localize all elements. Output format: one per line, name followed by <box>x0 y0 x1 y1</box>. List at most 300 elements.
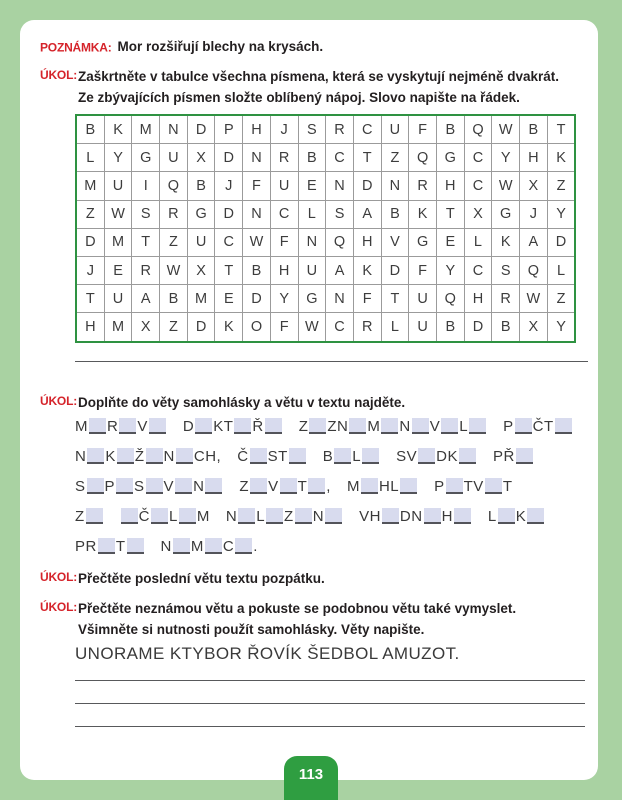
grid-letter-cell: M <box>187 285 215 313</box>
grid-letter-cell: T <box>215 256 243 284</box>
fill-letters: N <box>160 538 172 555</box>
fill-word <box>503 418 573 435</box>
vowel-blank-box <box>362 448 379 464</box>
fill-letters: Č <box>237 448 249 465</box>
vowel-blank-box <box>238 508 255 524</box>
grid-letter-cell: B <box>243 256 271 284</box>
grid-letter-cell: D <box>215 200 243 228</box>
grid-letter-cell: S <box>298 115 326 144</box>
vowel-blank-box <box>117 448 134 464</box>
grid-letter-cell: D <box>381 256 409 284</box>
fill-letters: N <box>312 508 325 525</box>
fill-line <box>75 538 580 568</box>
page-number: 113 <box>298 765 324 783</box>
grid-letter-cell: P <box>215 115 243 144</box>
grid-letter-cell: U <box>104 172 132 200</box>
vowel-blank-box <box>98 538 115 554</box>
vowel-blank-box <box>515 418 532 434</box>
fill-letters: P <box>104 478 116 495</box>
grid-letter-cell: C <box>464 172 492 200</box>
grid-letter-cell: H <box>520 144 548 172</box>
grid-letter-cell: B <box>187 172 215 200</box>
grid-letter-cell: H <box>464 285 492 313</box>
grid-letter-cell: T <box>381 285 409 313</box>
grid-letter-cell: G <box>132 144 160 172</box>
write-line-1 <box>75 680 585 681</box>
grid-letter-cell: B <box>436 313 464 342</box>
grid-letter-cell: F <box>243 172 271 200</box>
grid-row <box>76 285 575 313</box>
grid-letter-cell: X <box>520 172 548 200</box>
fill-letters: V <box>429 418 441 435</box>
task-2 <box>40 392 574 413</box>
note-label: POZNÁMKA: <box>40 40 112 54</box>
grid-letter-cell: T <box>353 144 381 172</box>
fill-letters: K <box>515 508 527 525</box>
fill-letters: S <box>75 478 86 495</box>
grid-row <box>76 228 575 256</box>
fill-word <box>493 448 534 465</box>
fill-word <box>75 418 167 435</box>
grid-letter-cell: N <box>243 200 271 228</box>
grid-letter-cell: F <box>353 285 381 313</box>
grid-letter-cell: H <box>436 172 464 200</box>
task-3-text: Přečtěte poslední větu textu pozpátku. <box>78 571 325 586</box>
fill-letters: ČT <box>532 418 554 435</box>
grid-letter-cell: N <box>326 172 354 200</box>
vowel-blank-box <box>121 508 138 524</box>
grid-letter-cell: T <box>436 200 464 228</box>
fill-letters: M <box>346 478 360 495</box>
fill-letters: L <box>352 448 362 465</box>
grid-letter-cell: C <box>215 228 243 256</box>
grid-letter-cell: U <box>270 172 298 200</box>
fill-letters: M <box>367 418 381 435</box>
grid-letter-cell: B <box>520 115 548 144</box>
fill-letters: L <box>487 508 497 525</box>
vowel-blank-box <box>89 418 106 434</box>
vowel-blank-box <box>266 508 283 524</box>
vowel-blank-box <box>205 478 222 494</box>
task-2-text: Doplňte do věty samohlásky a větu v textu najděte. <box>78 395 406 410</box>
fill-letters: N <box>163 448 175 465</box>
vowel-blank-box <box>119 418 136 434</box>
grid-letter-cell: U <box>409 313 437 342</box>
vowel-blank-box <box>205 538 222 554</box>
grid-letter-cell: Y <box>547 313 575 342</box>
grid-letter-cell: L <box>76 144 104 172</box>
grid-letter-cell: A <box>353 200 381 228</box>
vowel-blank-box <box>334 448 351 464</box>
grid-letter-cell: C <box>464 256 492 284</box>
vowel-blank-box <box>176 448 193 464</box>
grid-letter-cell: Y <box>270 285 298 313</box>
vowel-blank-box <box>149 418 166 434</box>
grid-letter-cell: X <box>187 144 215 172</box>
grid-letter-cell: F <box>270 228 298 256</box>
vowel-blank-box <box>527 508 544 524</box>
fill-word <box>359 508 472 525</box>
grid-letter-cell: Y <box>436 256 464 284</box>
vowel-blank-box <box>555 418 572 434</box>
grid-letter-cell: X <box>520 313 548 342</box>
grid-letter-cell: H <box>243 115 271 144</box>
fill-line <box>75 478 580 508</box>
grid-letter-cell: U <box>381 115 409 144</box>
grid-letter-cell: R <box>270 144 298 172</box>
grid-letter-cell: M <box>76 172 104 200</box>
fill-letters: T <box>297 478 308 495</box>
fill-letters: PŘ <box>492 448 515 465</box>
grid-letter-cell: G <box>492 200 520 228</box>
grid-letter-cell: Q <box>436 285 464 313</box>
fill-letters: HL <box>378 478 400 495</box>
grid-letter-cell: F <box>409 256 437 284</box>
grid-letter-cell: D <box>243 285 271 313</box>
grid-letter-cell: B <box>160 285 188 313</box>
grid-letter-cell: S <box>492 256 520 284</box>
fill-letters: M <box>196 508 210 525</box>
grid-letter-cell: C <box>464 144 492 172</box>
grid-letter-cell: Z <box>76 200 104 228</box>
vowel-blank-box <box>86 508 103 524</box>
grid-letter-cell: X <box>187 256 215 284</box>
fill-letters: Z <box>239 478 250 495</box>
grid-letter-cell: N <box>326 285 354 313</box>
fill-letters: DN <box>399 508 423 525</box>
task-4-text: Přečtěte neznámou větu a pokuste se podobnou větu také vymyslet. Všimněte si nutnosti použít samohlásky. Věty napište. <box>78 601 517 637</box>
fill-letters: Ž <box>134 448 145 465</box>
fill-word <box>434 478 512 495</box>
vowel-blank-box <box>349 418 366 434</box>
grid-letter-cell: W <box>243 228 271 256</box>
vowel-blank-box <box>295 508 312 524</box>
grid-letter-cell: Y <box>104 144 132 172</box>
fill-word <box>161 538 258 555</box>
fill-word <box>299 418 487 435</box>
grid-letter-cell: D <box>547 228 575 256</box>
grid-letter-cell: D <box>187 313 215 342</box>
fill-letters: B <box>322 448 334 465</box>
vowel-blank-box <box>418 448 435 464</box>
grid-letter-cell: U <box>187 228 215 256</box>
grid-letter-cell: Z <box>160 228 188 256</box>
vowel-blank-box <box>424 508 441 524</box>
fill-letters: H <box>441 508 453 525</box>
grid-letter-cell: R <box>492 285 520 313</box>
vowel-blank-box <box>400 478 417 494</box>
grid-letter-cell: R <box>326 115 354 144</box>
grid-letter-cell: J <box>215 172 243 200</box>
vowel-blank-box <box>250 478 267 494</box>
grid-letter-cell: V <box>381 228 409 256</box>
grid-letter-cell: Q <box>520 256 548 284</box>
fill-letters: Č <box>138 508 151 525</box>
fill-letters: M <box>190 538 204 555</box>
vowel-blank-box <box>127 538 144 554</box>
grid-letter-cell: B <box>492 313 520 342</box>
fill-letters: V <box>163 478 175 495</box>
grid-letter-cell: H <box>353 228 381 256</box>
grid-letter-cell: E <box>104 256 132 284</box>
vowel-blank-box <box>382 508 399 524</box>
fill-word <box>226 508 343 525</box>
task-1-text: Zaškrtněte v tabulce všechna písmena, která se vyskytují nejméně dvakrát. Ze zbývajících písmen složte oblíbený nápoj. Slovo napište na řádek. <box>78 69 559 105</box>
grid-letter-cell: W <box>492 172 520 200</box>
grid-letter-cell: M <box>104 228 132 256</box>
grid-letter-cell: W <box>520 285 548 313</box>
grid-letter-cell: C <box>353 115 381 144</box>
fill-letters: K <box>105 448 116 465</box>
grid-letter-cell: Y <box>547 200 575 228</box>
grid-letter-cell: B <box>381 200 409 228</box>
grid-letter-cell: D <box>215 144 243 172</box>
grid-letter-cell: K <box>492 228 520 256</box>
fill-letters: P <box>434 478 445 495</box>
grid-letter-cell: L <box>381 313 409 342</box>
note-text: Mor rozšiřují blechy na krysách. <box>117 39 324 54</box>
grid-letter-cell: H <box>270 256 298 284</box>
grid-letter-cell: K <box>409 200 437 228</box>
vowel-blank-box <box>459 448 476 464</box>
fill-letters: S <box>134 478 145 495</box>
vowel-blank-box <box>265 418 282 434</box>
grid-letter-cell: N <box>160 115 188 144</box>
grid-letter-cell: S <box>326 200 354 228</box>
grid-row <box>76 256 575 284</box>
fill-word <box>120 508 210 525</box>
grid-letter-cell: B <box>436 115 464 144</box>
fill-letters: Ř <box>252 418 264 435</box>
fill-letters: CH, <box>193 448 222 465</box>
grid-row <box>76 115 575 144</box>
task-2-label: ÚKOL: <box>40 393 77 408</box>
vowel-blank-box <box>498 508 515 524</box>
vowel-blank-box <box>454 508 471 524</box>
fill-word <box>75 538 145 555</box>
grid-letter-cell: R <box>409 172 437 200</box>
fill-word <box>239 478 331 495</box>
grid-row <box>76 313 575 342</box>
grid-letter-cell: S <box>132 200 160 228</box>
grid-letter-cell: A <box>326 256 354 284</box>
fill-word <box>347 478 418 495</box>
grid-letter-cell: C <box>326 313 354 342</box>
grid-letter-cell: O <box>243 313 271 342</box>
vowel-blank-box <box>151 508 168 524</box>
fill-letters: M <box>75 418 88 435</box>
fill-in-exercise <box>75 418 580 568</box>
grid-letter-cell: N <box>243 144 271 172</box>
grid-letter-cell: Y <box>492 144 520 172</box>
task-1 <box>40 66 574 108</box>
grid-letter-cell: U <box>409 285 437 313</box>
grid-letter-cell: F <box>409 115 437 144</box>
task-1-label: ÚKOL: <box>40 67 77 82</box>
grid-letter-cell: W <box>492 115 520 144</box>
grid-letter-cell: Z <box>547 285 575 313</box>
grid-letter-cell: G <box>409 228 437 256</box>
fill-letters: D <box>182 418 195 435</box>
grid-letter-cell: G <box>187 200 215 228</box>
fill-letters: KT <box>213 418 234 435</box>
grid-letter-cell: K <box>215 313 243 342</box>
note-row <box>40 36 578 57</box>
vowel-blank-box <box>116 478 133 494</box>
fill-letters: T <box>115 538 126 555</box>
grid-letter-cell: U <box>160 144 188 172</box>
fill-letters: . <box>253 538 258 555</box>
fill-letters: ST <box>267 448 288 465</box>
letter-grid <box>75 114 576 343</box>
grid-letter-cell: E <box>436 228 464 256</box>
grid-letter-cell: U <box>298 256 326 284</box>
vowel-blank-box <box>485 478 502 494</box>
fill-letters: T <box>502 478 513 495</box>
grid-letter-cell: W <box>160 256 188 284</box>
grid-letter-cell: N <box>298 228 326 256</box>
fill-line <box>75 448 580 478</box>
grid-letter-cell: J <box>76 256 104 284</box>
grid-letter-cell: R <box>353 313 381 342</box>
grid-letter-cell: D <box>464 313 492 342</box>
grid-letter-cell: K <box>353 256 381 284</box>
vowel-blank-box <box>469 418 486 434</box>
fill-letters: L <box>459 418 469 435</box>
vowel-blank-box <box>235 538 252 554</box>
grid-letter-cell: W <box>104 200 132 228</box>
grid-letter-cell: Q <box>326 228 354 256</box>
grid-letter-cell: T <box>76 285 104 313</box>
fill-letters: P <box>503 418 514 435</box>
vowel-blank-box <box>446 478 463 494</box>
fill-letters: Z <box>75 508 85 525</box>
vowel-blank-box <box>234 418 251 434</box>
page-number-badge <box>284 756 338 800</box>
grid-letter-cell: I <box>132 172 160 200</box>
fill-word <box>75 508 104 525</box>
fill-word <box>183 418 283 435</box>
grid-letter-cell: L <box>298 200 326 228</box>
write-line-2 <box>75 703 585 704</box>
grid-letter-cell: B <box>298 144 326 172</box>
vowel-blank-box <box>381 418 398 434</box>
task-3-label: ÚKOL: <box>40 569 77 584</box>
grid-letter-cell: T <box>132 228 160 256</box>
grid-letter-cell: C <box>326 144 354 172</box>
grid-letter-cell: D <box>353 172 381 200</box>
grid-letter-cell: R <box>160 200 188 228</box>
grid-letter-cell: J <box>520 200 548 228</box>
grid-letter-cell: L <box>464 228 492 256</box>
grid-letter-cell: G <box>436 144 464 172</box>
vowel-blank-box <box>280 478 297 494</box>
fill-line <box>75 418 580 448</box>
grid-letter-cell: U <box>104 285 132 313</box>
fill-letters: L <box>256 508 266 525</box>
vowel-blank-box <box>289 448 306 464</box>
fill-letters: N <box>75 448 87 465</box>
fill-letters: TV <box>463 478 484 495</box>
vowel-blank-box <box>308 478 325 494</box>
reversed-sentence: UNORAME KTYBOR ŘOVÍK ŠEDBOL AMUZOT. <box>75 644 460 663</box>
grid-letter-cell: M <box>104 313 132 342</box>
grid-letter-cell: A <box>520 228 548 256</box>
fill-word <box>396 448 477 465</box>
grid-letter-cell: A <box>132 285 160 313</box>
grid-row <box>76 144 575 172</box>
vowel-blank-box <box>173 538 190 554</box>
vowel-blank-box <box>146 478 163 494</box>
grid-letter-cell: Z <box>547 172 575 200</box>
vowel-blank-box <box>516 448 533 464</box>
grid-letter-cell: X <box>132 313 160 342</box>
write-line-3 <box>75 726 585 727</box>
grid-letter-cell: E <box>298 172 326 200</box>
grid-letter-cell: W <box>298 313 326 342</box>
fill-letters: , <box>326 478 331 495</box>
vowel-blank-box <box>175 478 192 494</box>
fill-letters: C <box>222 538 235 555</box>
fill-letters: DK <box>436 448 458 465</box>
vowel-blank-box <box>179 508 196 524</box>
vowel-blank-box <box>441 418 458 434</box>
grid-letter-cell: T <box>547 115 575 144</box>
fill-letters: SV <box>396 448 418 465</box>
grid-letter-cell: X <box>464 200 492 228</box>
grid-letter-cell: K <box>547 144 575 172</box>
fill-letters: PR <box>75 538 97 555</box>
fill-letters: N <box>399 418 411 435</box>
grid-letter-cell: C <box>270 200 298 228</box>
grid-letter-cell: M <box>132 115 160 144</box>
fill-letters: VH <box>359 508 381 525</box>
grid-letter-cell: Z <box>381 144 409 172</box>
grid-letter-cell: R <box>132 256 160 284</box>
grid-letter-cell: Q <box>160 172 188 200</box>
worksheet-sheet <box>20 20 598 780</box>
task-3 <box>40 568 574 589</box>
grid-letter-cell: L <box>547 256 575 284</box>
fill-letters: Z <box>284 508 294 525</box>
grid-letter-cell: H <box>76 313 104 342</box>
fill-word <box>323 448 380 465</box>
vowel-blank-box <box>195 418 212 434</box>
vowel-blank-box <box>87 448 104 464</box>
fill-letters: V <box>268 478 279 495</box>
fill-line <box>75 508 580 538</box>
vowel-blank-box <box>325 508 342 524</box>
grid-row <box>76 172 575 200</box>
grid-letter-cell: Z <box>160 313 188 342</box>
fill-letters: Z <box>298 418 309 435</box>
grid-letter-cell: K <box>104 115 132 144</box>
grid-letter-cell: D <box>187 115 215 144</box>
grid-letter-cell: Q <box>464 115 492 144</box>
vowel-blank-box <box>87 478 104 494</box>
fill-letters: ZN <box>327 418 349 435</box>
fill-letters: N <box>225 508 238 525</box>
task-4-label: ÚKOL: <box>40 599 77 614</box>
fill-word <box>75 448 221 465</box>
fill-word <box>488 508 545 525</box>
fill-word <box>237 448 307 465</box>
grid-row <box>76 200 575 228</box>
vowel-blank-box <box>361 478 378 494</box>
letter-grid-table <box>75 114 576 343</box>
grid-letter-cell: B <box>76 115 104 144</box>
grid-letter-cell: F <box>270 313 298 342</box>
